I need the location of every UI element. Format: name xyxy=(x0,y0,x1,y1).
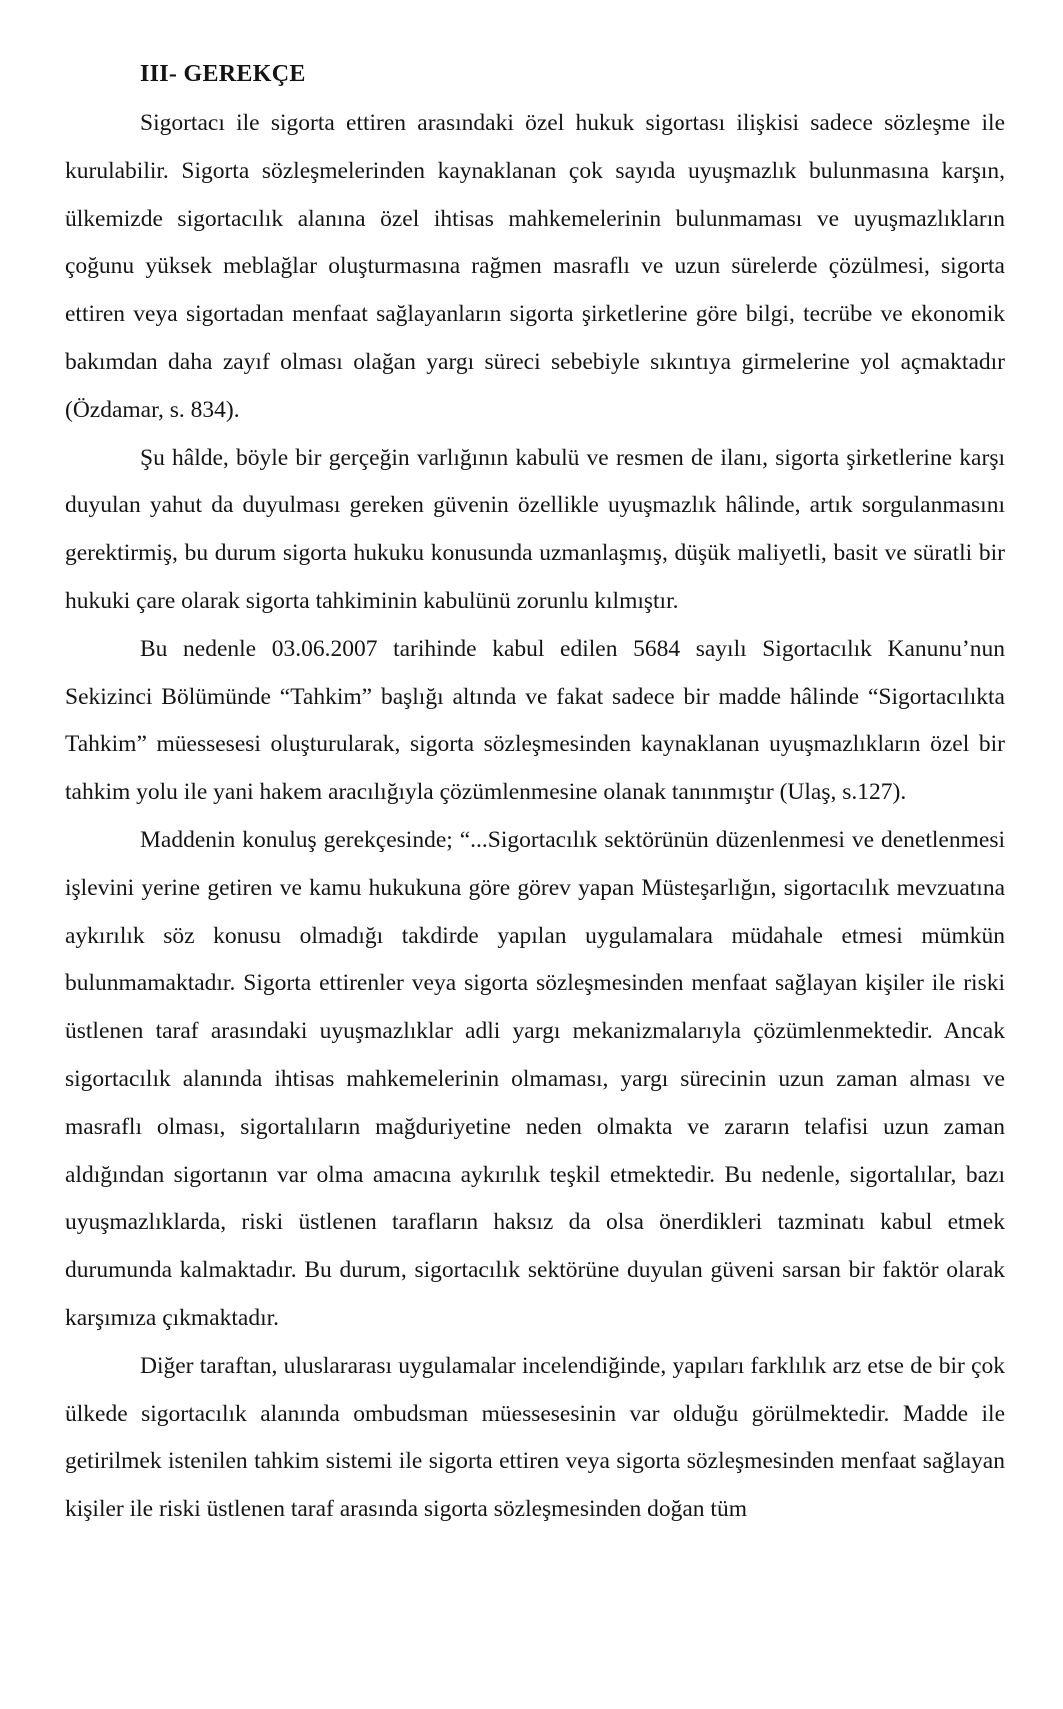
paragraph-1: Sigortacı ile sigorta ettiren arasındaki özel hukuk sigortası ilişkisi sadece sözleşme ile kurulabilir. Sigorta sözleşmelerinden kaynaklanan çok sayıda uyuşmazlık bulunmasına karşın, ülkemizde sigortacılık alanına özel ihtisas mahkemelerinin bulunmaması ve uyuşmazlıkların çoğunu yüksek meblağlar oluşturmasına rağmen masraflı ve uzun sürelerde çözülmesi, sigorta ettiren veya sigortadan menfaat sağlayanların sigorta şirketlerine göre bilgi, tecrübe ve ekonomik bakımdan daha zayıf olması olağan yargı süreci sebebiyle sıkıntıya girmelerine yol açmaktadır (Özdamar, s. 834). xyxy=(65,110,1005,423)
paragraph-3: Bu nedenle 03.06.2007 tarihinde kabul edilen 5684 sayılı Sigortacılık Kanunu’nun Sekizinci Bölümünde “Tahkim” başlığı altında ve fakat sadece bir madde hâlinde “Sigortacılıkta Tahkim” müessesesi oluşturularak, sigorta sözleşmesinden kaynaklanan uyuşmazlıkların özel bir tahkim yolu ile yani hakem aracılığıyla çözümlenmesine olanak tanınmıştır (Ulaş, s.127). xyxy=(65,635,1005,806)
paragraph-5: Diğer taraftan, uluslararası uygulamalar incelendiğinde, yapıları farklılık arz etse de bir çok ülkede sigortacılık alanında ombudsman müessesesinin var olduğu görülmektedir. Madde ile getirilmek istenilen tahkim sistemi ile sigorta ettiren veya sigorta sözleşmesinden menfaat sağlayan kişiler ile riski üstlenen taraf arasında sigorta sözleşmesinden doğan tüm xyxy=(65,1352,1005,1523)
paragraph-4: Maddenin konuluş gerekçesinde; “...Sigortacılık sektörünün düzenlenmesi ve denetlenmesi işlevini yerine getiren ve kamu hukukuna göre görev yapan Müsteşarlığın, sigortacılık mevzuatına aykırılık söz konusu olmadığı takdirde yapılan uygulamalara müdahale etmesi mümkün bulunmamaktadır. Sigorta ettirenler veya sigorta sözleşmesinden menfaat sağlayan kişiler ile riski üstlenen taraf arasındaki uyuşmazlıklar adli yargı mekanizmalarıyla çözümlenmektedir. Ancak sigortacılık alanında ihtisas mahkemelerinin olmaması, yargı sürecinin uzun zaman alması ve masraflı olması, sigortalıların mağduriyetine neden olmakta ve zararın telafisi uzun zaman aldığından sigortanın var olma amacına aykırılık teşkil etmektedir. Bu nedenle, sigortalılar, bazı uyuşmazlıklarda, riski üstlenen tarafların haksız da olsa önerdikleri tazminatı kabul etmek durumunda kalmaktadır. Bu durum, sigortacılık sektörüne duyulan güveni sarsan bir faktör olarak karşımıza çıkmaktadır. xyxy=(65,826,1005,1331)
paragraph-2: Şu hâlde, böyle bir gerçeğin varlığının kabulü ve resmen de ilanı, sigorta şirketlerine karşı duyulan yahut da duyulması gereken güvenin özellikle uyuşmazlık hâlinde, artık sorgulanmasını gerektirmiş, bu durum sigorta hukuku konusunda uzmanlaşmış, düşük maliyetli, basit ve süratli bir hukuki çare olarak sigorta tahkiminin kabulünü zorunlu kılmıştır. xyxy=(65,444,1005,614)
document-page xyxy=(65,58,1005,1534)
section-heading: III- GEREKÇE xyxy=(140,61,306,87)
